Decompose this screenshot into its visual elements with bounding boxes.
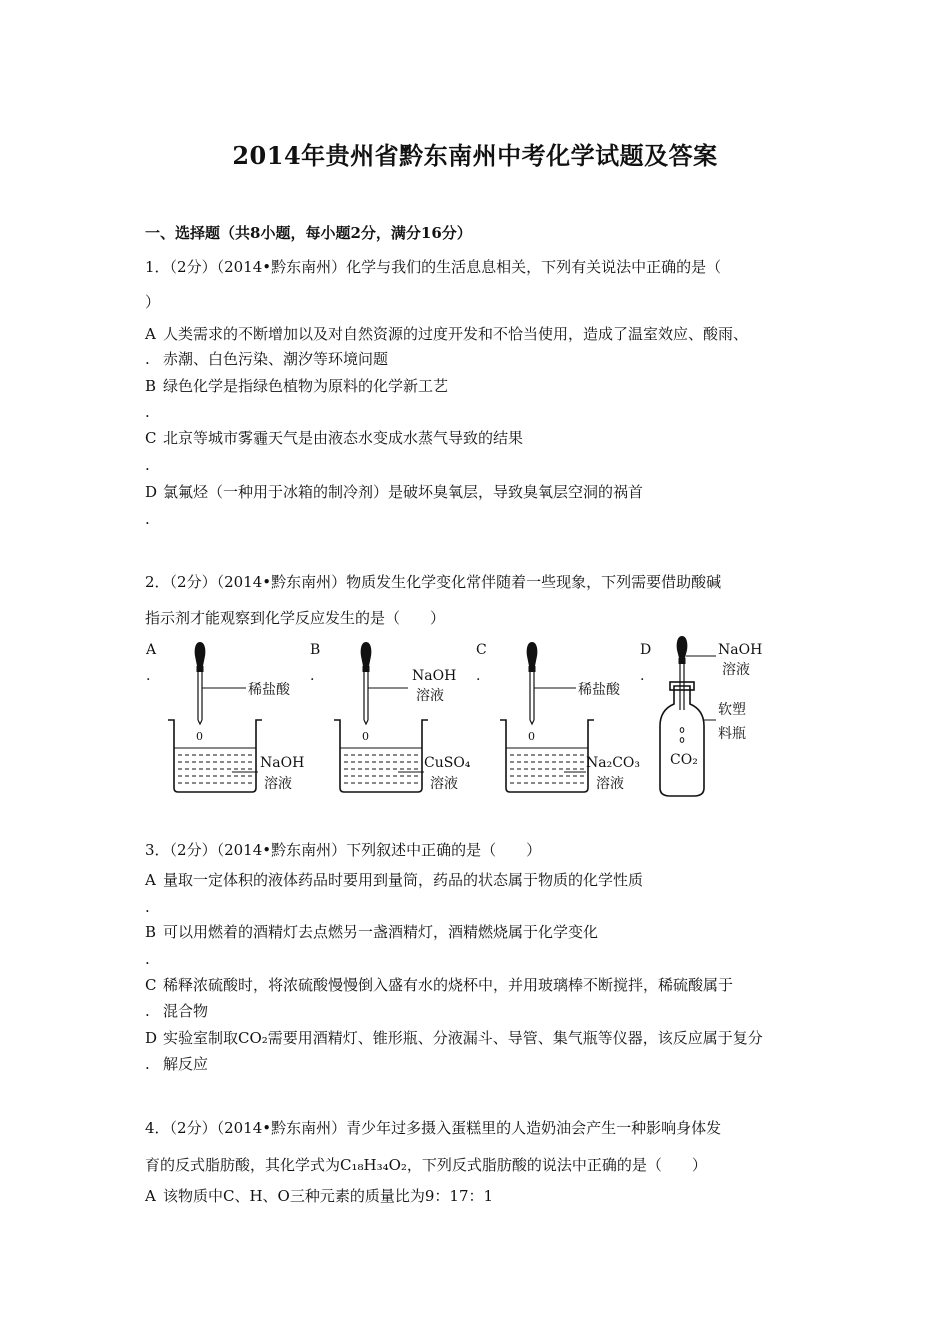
dot-mark: .: [145, 950, 150, 968]
q3-option-d-cont: [145, 1054, 208, 1074]
q4-option-a[interactable]: [145, 1186, 493, 1206]
q2-apparatus-diagram: [140, 636, 820, 806]
q1-option-a[interactable]: [145, 324, 748, 344]
fig-a-beaker-top: NaOH: [260, 755, 305, 771]
option-text: 量取一定体积的液体药品时要用到量筒，药品的状态属于物质的化学性质: [163, 871, 644, 889]
fig-b-letter: B: [310, 642, 321, 658]
option-letter: C: [145, 429, 157, 447]
option-letter: D: [145, 1029, 158, 1047]
option-letter: D: [145, 483, 158, 501]
q1-stem-line1: 1．（2分）（2014•黔东南州）化学与我们的生活息息相关，下列有关说法中正确的是（: [145, 258, 722, 276]
option-text: 北京等城市雾霾天气是由液态水变成水蒸气导致的结果: [163, 429, 524, 447]
option-text: 稀释浓硫酸时，将浓硫酸慢慢倒入盛有水的烧杯中，并用玻璃棒不断搅拌，稀硫酸属于: [163, 976, 734, 994]
dropper-icon: [527, 642, 538, 724]
fig-a-zero: 0: [196, 730, 203, 743]
dot-mark: .: [146, 668, 151, 684]
q3-option-a[interactable]: [145, 870, 643, 890]
option-text: 可以用燃着的酒精灯去点燃另一盏酒精灯，酒精燃烧属于化学变化: [163, 923, 599, 941]
soft-plastic-bottle-icon: [660, 636, 704, 796]
q3-option-b[interactable]: [145, 922, 598, 942]
option-text: 绿色化学是指绿色植物为原料的化学新工艺: [163, 377, 449, 395]
fig-a-letter: A: [146, 642, 157, 658]
fig-b-dropper-bottom: 溶液: [416, 688, 444, 704]
fig-c-beaker-top: Na₂CO₃: [586, 755, 641, 771]
option-text: 混合物: [163, 1002, 209, 1020]
q1-option-c[interactable]: [145, 428, 523, 448]
q1-option-b[interactable]: [145, 376, 448, 396]
dropper-icon: [361, 642, 372, 724]
q1-option-d[interactable]: [145, 482, 643, 502]
page-title: 2014年贵州省黔东南州中考化学试题及答案: [232, 141, 718, 170]
dropper-icon: [195, 642, 206, 724]
q4-stem-line2: 育的反式脂肪酸，其化学式为C₁₈H₃₄O₂，下列反式脂肪酸的说法中正确的是（ ）: [145, 1156, 707, 1174]
dot-mark: .: [145, 898, 150, 916]
dot-mark: .: [145, 456, 150, 474]
fig-b-beaker-top: CuSO₄: [424, 755, 471, 771]
fig-c-dropper-label: 稀盐酸: [578, 682, 620, 698]
option-text: 人类需求的不断增加以及对自然资源的过度开发和不恰当使用，造成了温室效应、酸雨、: [163, 325, 749, 343]
fig-b-dropper-top: NaOH: [412, 668, 457, 684]
q1-option-a-cont: [145, 349, 388, 369]
option-text: 实验室制取CO₂需要用酒精灯、锥形瓶、分液漏斗、导管、集气瓶等仪器，该反应属于复分: [163, 1029, 763, 1047]
fig-d-letter: D: [640, 642, 652, 658]
q1-stem-line2: ）: [145, 293, 161, 311]
dot-mark: .: [310, 668, 315, 684]
dot-mark: .: [145, 510, 150, 528]
option-text: 该物质中C、H、O三种元素的质量比为9：17：1: [163, 1187, 494, 1205]
fig-d-gas: CO₂: [670, 752, 698, 768]
option-letter: C: [145, 976, 157, 994]
fig-d-dropper-top: NaOH: [718, 642, 763, 658]
option-text: 赤潮、白色污染、潮汐等环境问题: [163, 350, 389, 368]
fig-d-bottle-line2: 料瓶: [718, 726, 746, 742]
fig-c-beaker-bottom: 溶液: [596, 776, 624, 792]
section-heading: 一、选择题（共8小题，每小题2分，满分16分）: [145, 224, 472, 242]
q2-stem-line1: 2．（2分）（2014•黔东南州）物质发生化学变化常伴随着一些现象，下列需要借助酸碱: [145, 573, 722, 591]
fig-a-dropper-label: 稀盐酸: [248, 682, 290, 698]
fig-a-beaker-bottom: 溶液: [264, 776, 292, 792]
option-letter: A: [145, 871, 156, 889]
beaker-icon: [168, 720, 262, 792]
dot-mark: .: [640, 668, 645, 684]
q3-option-c[interactable]: [145, 975, 733, 995]
option-letter: B: [145, 377, 157, 395]
q3-option-d[interactable]: [145, 1028, 763, 1048]
option-letter: A: [145, 325, 156, 343]
fig-b-zero: 0: [362, 730, 369, 743]
q4-stem-line1: 4．（2分）（2014•黔东南州）青少年过多摄入蛋糕里的人造奶油会产生一种影响身体发: [145, 1119, 722, 1137]
fig-c-zero: 0: [528, 730, 535, 743]
option-text: 解反应: [163, 1055, 209, 1073]
fig-c-letter: C: [476, 642, 487, 658]
fig-b-beaker-bottom: 溶液: [430, 776, 458, 792]
q2-stem-line2: 指示剂才能观察到化学反应发生的是（ ）: [145, 609, 446, 627]
option-letter: B: [145, 923, 157, 941]
dot-mark: .: [145, 1002, 150, 1020]
dot-mark: .: [145, 350, 150, 368]
q3-option-c-cont: [145, 1001, 208, 1021]
q3-stem: 3．（2分）（2014•黔东南州）下列叙述中正确的是（ ）: [145, 841, 542, 859]
beaker-icon: [334, 720, 428, 792]
option-text: 氯氟烃（一种用于冰箱的制冷剂）是破坏臭氧层，导致臭氧层空洞的祸首: [163, 483, 644, 501]
dot-mark: .: [145, 403, 150, 421]
fig-d-bottle-line1: 软塑: [718, 702, 746, 718]
dot-mark: .: [145, 1055, 150, 1073]
fig-d-dropper-bottom: 溶液: [722, 662, 750, 678]
option-letter: A: [145, 1187, 156, 1205]
beaker-icon: [500, 720, 594, 792]
q2-figure: [140, 636, 820, 806]
dot-mark: .: [476, 668, 481, 684]
